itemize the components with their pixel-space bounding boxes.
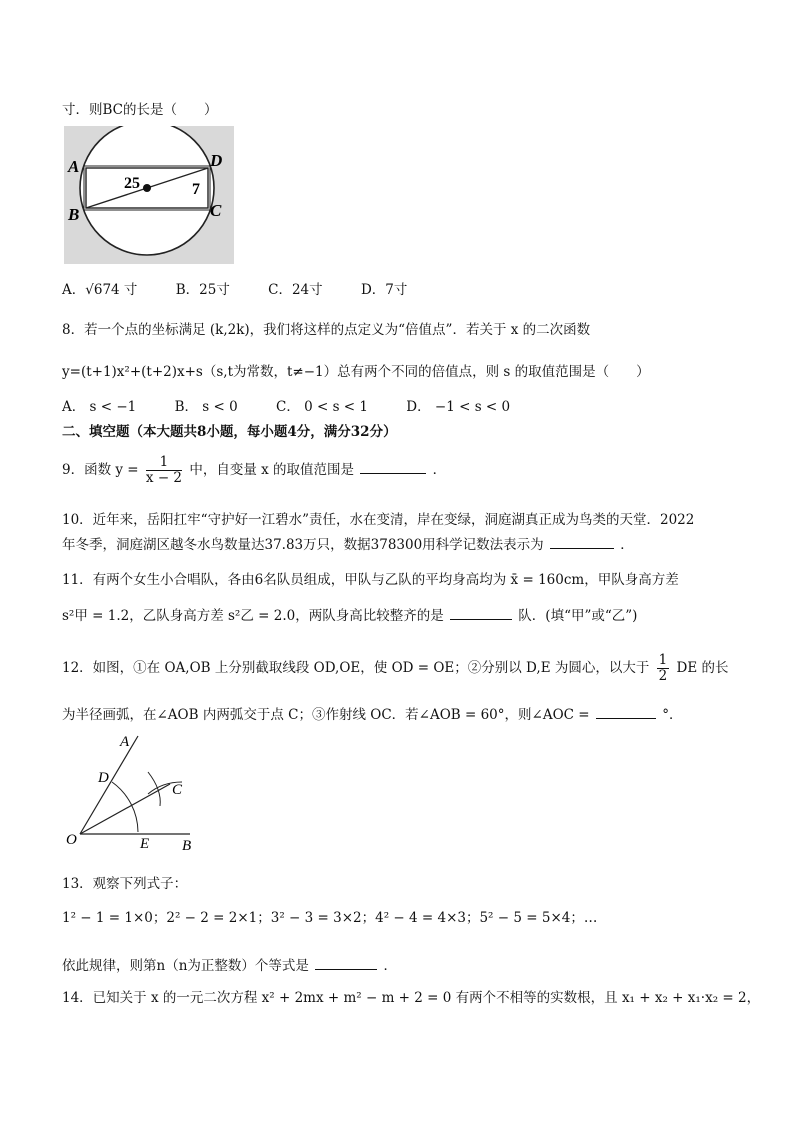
q7-option-b[interactable]: B．25寸 xyxy=(175,282,230,298)
q9-frac-num: 1 xyxy=(146,455,182,471)
q9-frac-den: x − 2 xyxy=(145,470,183,486)
q10-end: ． xyxy=(620,537,634,553)
q13-line1: 13．观察下列式子： xyxy=(62,876,188,892)
q12-frac-den: 2 xyxy=(658,668,668,684)
q11-line2b: 队．(填“甲”或“乙”) xyxy=(518,608,638,624)
label-b: B xyxy=(68,205,80,224)
q12-line2b: °． xyxy=(662,707,683,723)
circle-rectangle-figure xyxy=(64,126,234,264)
q7-option-d[interactable]: D．7寸 xyxy=(360,282,408,298)
q11-line2a: s²甲 = 1.2，乙队身高方差 s²乙 = 2.0，两队身高比较整齐的是 xyxy=(62,608,444,624)
label-a: A xyxy=(68,157,80,176)
fig2-label-e: E xyxy=(140,836,150,852)
q13-line3 xyxy=(62,954,397,974)
fig2-label-d: D xyxy=(98,770,109,786)
q10-line2-text: 年冬季，洞庭湖区越冬水鸟数量达37.83万只，数据378300用科学记数法表示为 xyxy=(62,537,544,553)
q10-answer-blank[interactable] xyxy=(550,547,614,549)
q13-line3-text: 依此规律，则第n（n为正整数）个等式是 xyxy=(62,958,309,974)
label-d: D xyxy=(210,151,223,170)
q8-option-d[interactable]: D． −1 < s < 0 xyxy=(406,399,511,415)
q7-stem: 寸．则BC的长是（ ） xyxy=(62,102,218,118)
q10-line2 xyxy=(62,533,634,553)
fig2-label-a: A xyxy=(120,734,130,750)
q12-frac-num: 1 xyxy=(658,652,668,668)
q11-answer-blank[interactable] xyxy=(450,618,512,620)
q12-line2a: 为半径画弧，在∠AOB 内两弧交于点 C；③作射线 OC．若∠AOB = 60°，则∠AOC = xyxy=(62,707,590,723)
q12-answer-blank[interactable] xyxy=(596,717,656,719)
q8-line2: y=(t+1)x²+(t+2)x+s（s,t为常数，t≠−1）总有两个不同的倍值点，则 s 的取值范围是（ ） xyxy=(62,364,650,380)
q7-option-c[interactable]: C．24寸 xyxy=(268,282,323,298)
q14-line1: 14．已知关于 x 的一元二次方程 x² + 2mx + m² − m + 2 = 0 有两个不相等的实数根，且 x₁ + x₂ + x₁·x₂ = 2， xyxy=(62,990,761,1006)
q9-fraction xyxy=(146,455,182,486)
q12-line1 xyxy=(62,650,729,686)
q8-option-b[interactable]: B． s < 0 xyxy=(174,399,238,415)
q9-pre: 9．函数 y = xyxy=(62,462,139,478)
q13-end: ． xyxy=(383,958,397,974)
fig2-label-o: O xyxy=(66,832,77,848)
q11-line2 xyxy=(62,604,637,624)
q11-line1: 11．有两个女生小合唱队，各由6名队员组成，甲队与乙队的平均身高均为 x̄ = 160cm，甲队身高方差 xyxy=(62,572,679,588)
q9-end: ． xyxy=(432,462,447,478)
q13-line2: 1² − 1 = 1×0；2² − 2 = 2×1；3² − 3 = 3×2；4² − 4 = 4×3；5² − 5 = 5×4；… xyxy=(62,910,598,926)
q9-post: 中，自变量 x 的取值范围是 xyxy=(189,462,355,478)
q10-line1: 10．近年来，岳阳扛牢“守护好一江碧水”责任，水在变清，岸在变绿，洞庭湖真正成为鸟类的天堂．2022 xyxy=(62,512,695,528)
q9 xyxy=(62,452,446,488)
q7-option-a[interactable]: A．√674 寸 xyxy=(62,282,138,298)
angle-bisector-figure xyxy=(64,732,200,852)
label-25: 25 xyxy=(124,175,140,192)
q12-line2 xyxy=(62,703,682,723)
section-heading: 二、填空题（本大题共8小题，每小题4分，满分32分） xyxy=(62,424,397,440)
q12-fraction xyxy=(657,653,670,684)
q13-answer-blank[interactable] xyxy=(315,968,377,970)
q9-answer-blank[interactable] xyxy=(360,472,426,474)
q12-line1b: DE 的长 xyxy=(676,660,729,676)
q8-options xyxy=(62,395,544,415)
fig2-label-b: B xyxy=(182,838,192,852)
q7-options xyxy=(62,278,441,298)
fig2-label-c: C xyxy=(172,782,183,798)
q8-line1: 8．若一个点的坐标满足 (k,2k)，我们将这样的点定义为“倍值点”．若关于 x 的二次函数 xyxy=(62,322,591,338)
q8-option-a[interactable]: A． s < −1 xyxy=(62,399,137,415)
q12-line1a: 12．如图，①在 OA,OB 上分别截取线段 OD,OE，使 OD = OE；②分别以 D,E 为圆心，以大于 xyxy=(62,660,650,676)
label-7: 7 xyxy=(192,181,200,198)
label-c: C xyxy=(210,201,222,220)
q8-option-c[interactable]: C． 0 < s < 1 xyxy=(275,399,368,415)
